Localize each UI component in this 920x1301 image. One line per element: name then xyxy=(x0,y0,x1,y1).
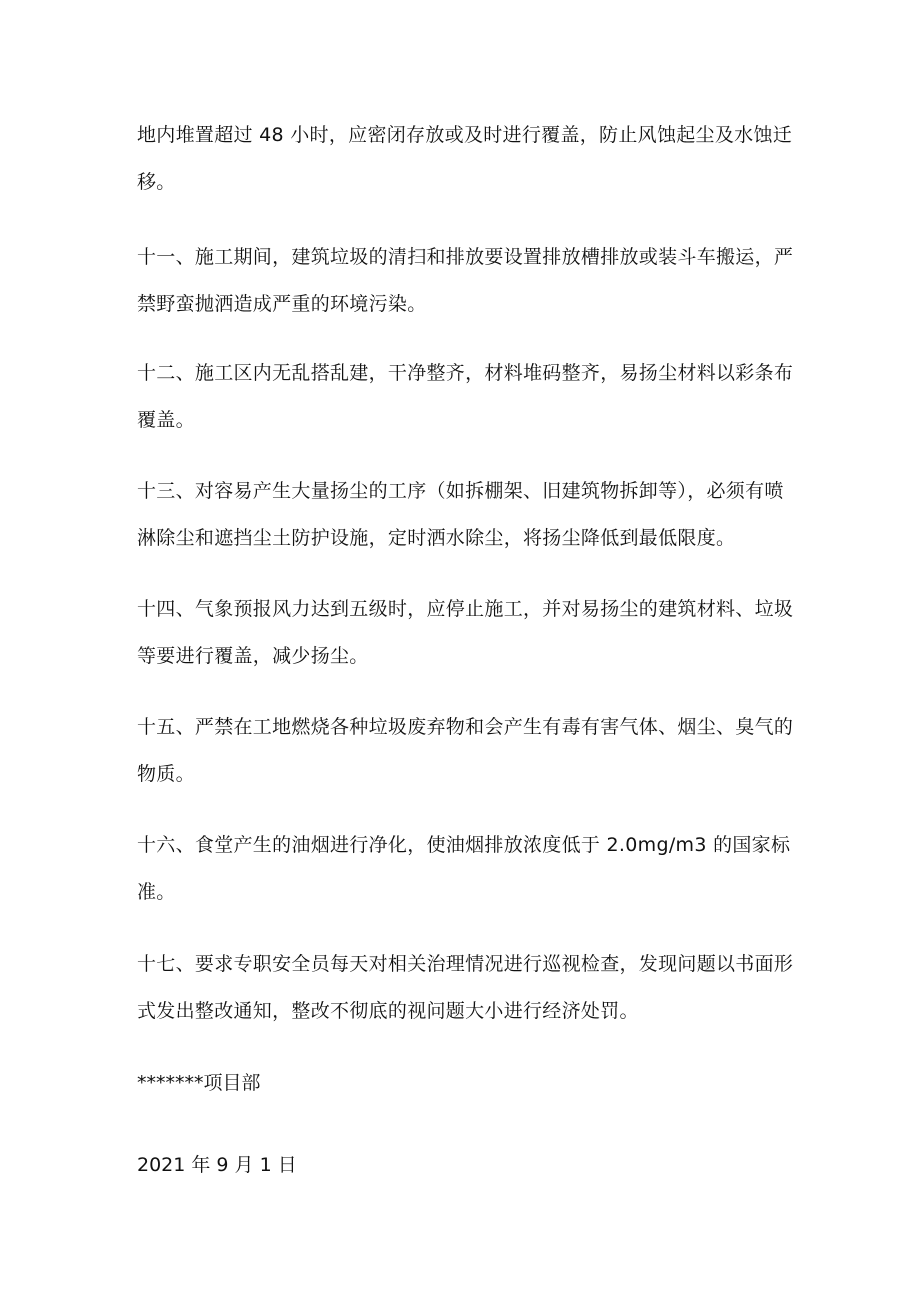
paragraph-item-11: 十一、施工期间，建筑垃圾的清扫和排放要设置排放槽排放或装斗车搬运，严禁野蛮抛洒造成严重的环境污染。 xyxy=(137,246,794,315)
paragraph-item-15: 十五、严禁在工地燃烧各种垃圾废弃物和会产生有毒有害气体、烟尘、臭气的物质。 xyxy=(137,716,794,785)
paragraph-continued-storage: 地内堆置超过 48 小时，应密闭存放或及时进行覆盖，防止风蚀起尘及水蚀迁移。 xyxy=(137,124,793,193)
paragraph-item-13: 十三、对容易产生大量扬尘的工序（如拆棚架、旧建筑物拆卸等），必须有喷淋除尘和遮挡尘土防护设施，定时洒水除尘，将扬尘降低到最低限度。 xyxy=(137,480,784,549)
paragraph-item-14: 十四、气象预报风力达到五级时，应停止施工，并对易扬尘的建筑材料、垃圾等要进行覆盖，减少扬尘。 xyxy=(137,598,794,667)
document-date: 2021 年 9 月 1 日 xyxy=(137,1154,297,1176)
paragraph-item-12: 十二、施工区内无乱搭乱建，干净整齐，材料堆码整齐，易扬尘材料以彩条布覆盖。 xyxy=(137,362,794,431)
signature-department: *******项目部 xyxy=(137,1072,261,1094)
paragraph-item-16: 十六、食堂产生的油烟进行净化，使油烟排放浓度低于 2.0mg/m3 的国家标准。 xyxy=(137,834,791,903)
paragraph-item-17: 十七、要求专职安全员每天对相关治理情况进行巡视检查，发现问题以书面形式发出整改通知，整改不彻底的视问题大小进行经济处罚。 xyxy=(137,953,794,1022)
